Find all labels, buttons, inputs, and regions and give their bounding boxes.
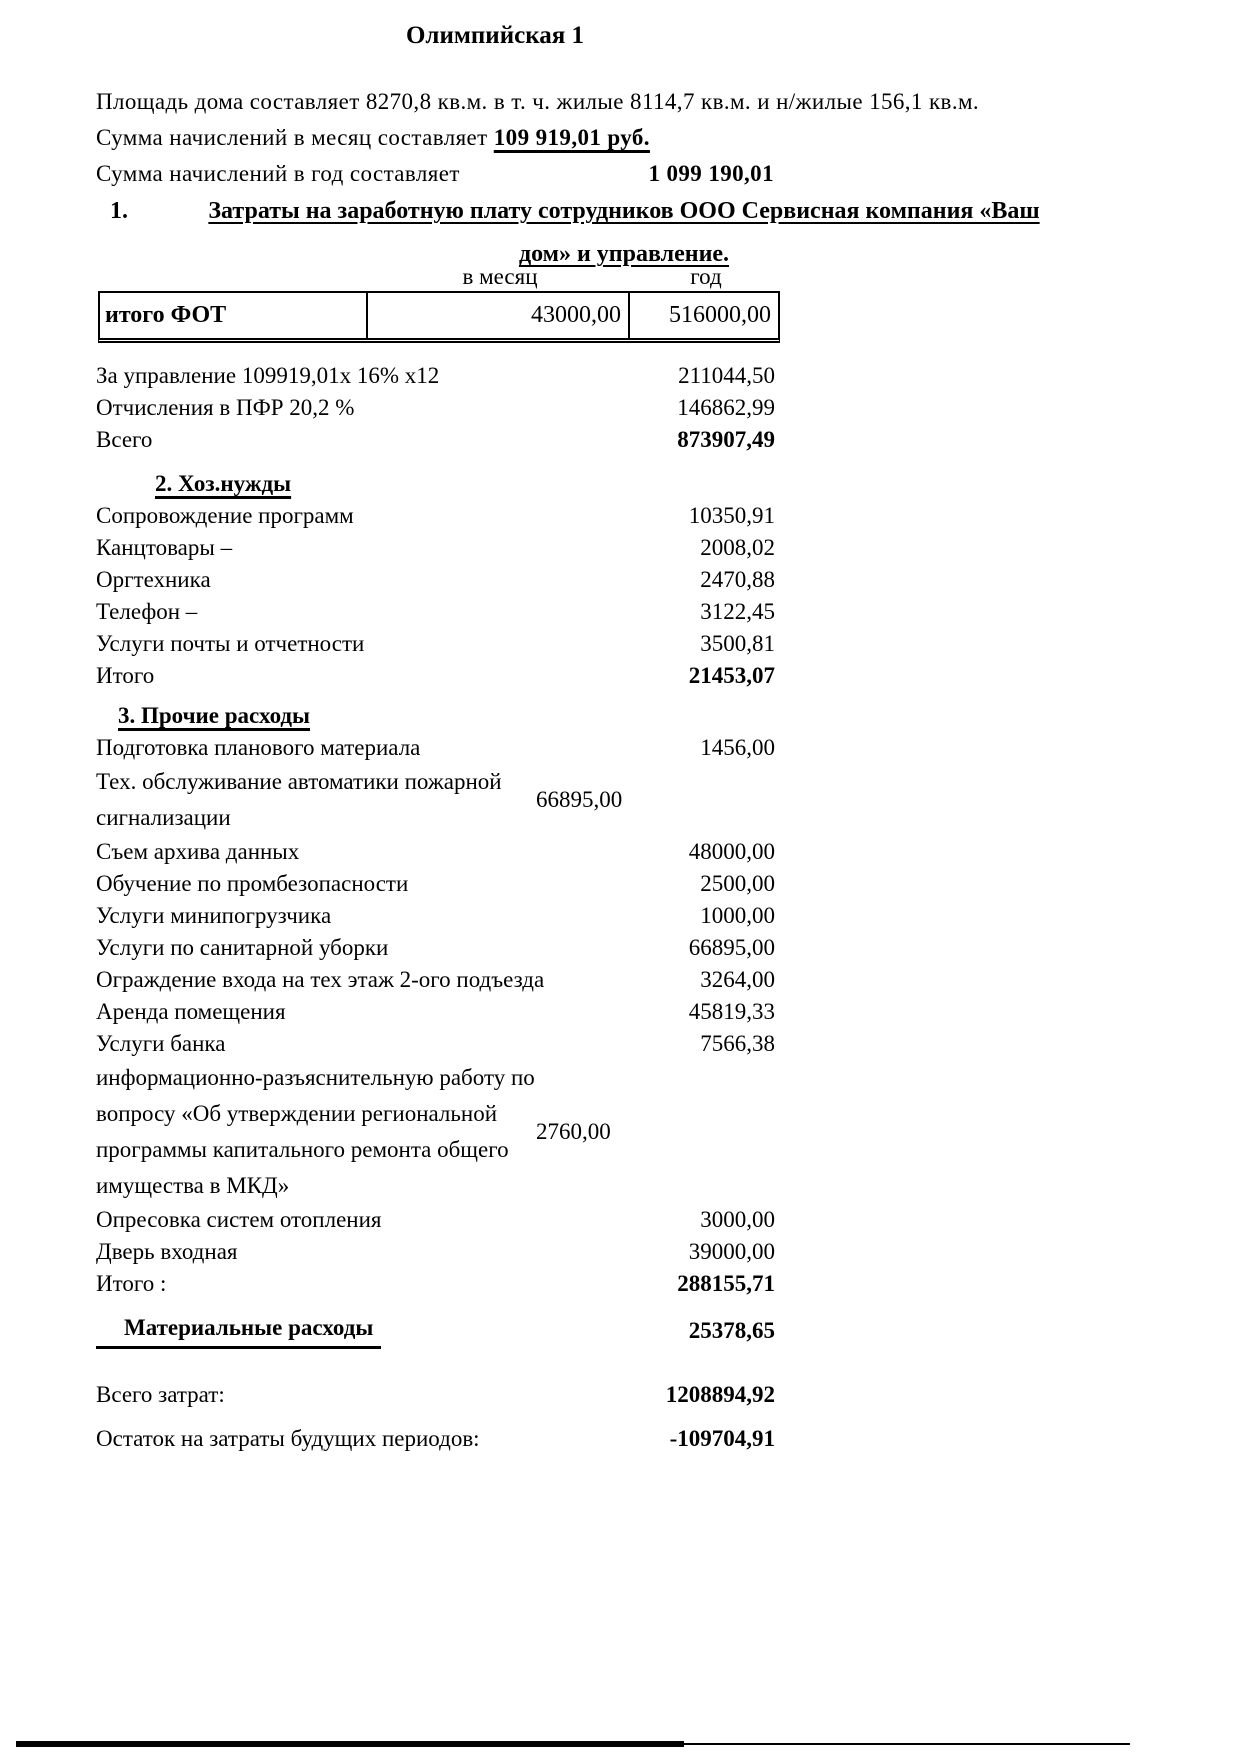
expense-rows: [96, 360, 780, 1455]
row-label: Обучение по промбезопасности: [96, 871, 409, 896]
row-value: 39000,00: [688, 1239, 775, 1264]
row-postal: [96, 628, 780, 660]
row-value: 21453,07: [688, 663, 775, 688]
row-section2-total: [96, 660, 780, 692]
year-sum-line: [96, 156, 780, 192]
section1-number: 1.: [110, 198, 128, 224]
row-label: Услуги банка: [96, 1031, 226, 1056]
row-planning-material: [96, 732, 780, 764]
row-label: Всего затрат:: [96, 1382, 225, 1407]
row-value: 1000,00: [700, 903, 775, 928]
row-safety-training: [96, 868, 780, 900]
row-label: Тех. обслуживание автоматики пожарной сигнализации: [96, 769, 502, 830]
future-periods-row: [96, 1423, 780, 1455]
material-expenses-row: [96, 1312, 780, 1349]
row-label: информационно-разъяснительную работу по вопросу «Об утверждении региональной программы капитального ремонта общего имущества в МКД»: [96, 1065, 535, 1198]
row-value: 3500,81: [700, 631, 775, 656]
row-mini-loader: [96, 900, 780, 932]
row-stationery: [96, 532, 780, 564]
column-header-year: год: [690, 264, 722, 289]
month-sum-value: 109 919,01 руб.: [493, 125, 650, 150]
page-title: Олимпийская 1: [405, 22, 584, 49]
fot-label-cell: итого ФОТ: [100, 293, 368, 338]
row-label: Аренда помещения: [96, 999, 286, 1024]
row-value: 66895,00: [536, 787, 623, 812]
section1-title-line2: дом» и управление.: [518, 241, 730, 267]
fot-table: [98, 291, 780, 343]
row-value: 3122,45: [700, 599, 775, 624]
row-value: 146862,99: [677, 395, 775, 420]
row-value: 3000,00: [700, 1207, 775, 1232]
row-section3-total: [96, 1268, 780, 1300]
row-value: 25378,65: [688, 1317, 775, 1343]
row-premises-rent: [96, 996, 780, 1028]
row-label: Сопровождение программ: [96, 503, 354, 528]
row-value: 45819,33: [688, 999, 775, 1024]
row-label: Оргтехника: [96, 567, 211, 592]
row-office-equipment: [96, 564, 780, 596]
row-value: 7566,38: [700, 1031, 775, 1056]
row-label: Услуги минипогрузчика: [96, 903, 332, 928]
row-telephone: [96, 596, 780, 628]
row-label: Подготовка планового материала: [96, 735, 421, 760]
row-value: 48000,00: [688, 839, 775, 864]
row-label: Остаток на затраты будущих периодов:: [96, 1426, 480, 1451]
row-sanitary-cleaning: [96, 932, 780, 964]
row-entrance-door: [96, 1236, 780, 1268]
row-value: 2760,00: [536, 1119, 611, 1144]
row-label: Опресовка систем отопления: [96, 1207, 382, 1232]
row-software: [96, 500, 780, 532]
row-label: Ограждение входа на тех этаж 2-ого подъезда: [96, 967, 545, 992]
row-label: Отчисления в ПФР 20,2 %: [96, 395, 355, 420]
row-entrance-fence: [96, 964, 780, 996]
row-value: 2008,02: [700, 535, 775, 560]
row-value: 2500,00: [700, 871, 775, 896]
row-section1-total: [96, 424, 780, 456]
row-bank-services: [96, 1028, 780, 1060]
row-label: За управление 109919,01х 16% х12: [96, 363, 440, 388]
row-value: 66895,00: [688, 935, 775, 960]
row-value: 3264,00: [700, 967, 775, 992]
intro-block: [96, 84, 1156, 192]
row-label: Услуги по санитарной уборки: [96, 935, 389, 960]
fot-year-cell: 516000,00: [669, 302, 771, 328]
row-label: Телефон –: [96, 599, 198, 624]
fot-month-cell: 43000,00: [368, 293, 630, 338]
row-value: -109704,91: [669, 1426, 775, 1451]
row-information-work: [96, 1060, 780, 1204]
row-label: Итого :: [96, 1271, 167, 1296]
row-value: 211044,50: [678, 363, 775, 388]
row-value: 1208894,92: [665, 1382, 775, 1407]
month-sum-line: [96, 120, 1156, 156]
row-value: 873907,49: [677, 427, 775, 452]
row-value: 10350,91: [688, 503, 775, 528]
row-data-archive: [96, 836, 780, 868]
year-sum-label: Сумма начислений в год составляет: [96, 161, 460, 186]
column-header-month: в месяц: [462, 264, 538, 289]
row-label: Итого: [96, 663, 155, 688]
section1-title-line1: Затраты на заработную плату сотрудников ООО Сервисная компания «Ваш: [208, 198, 1040, 224]
section2-heading: 2. Хоз.нужды: [155, 471, 292, 496]
year-sum-value: 1 099 190,01: [648, 161, 774, 186]
row-label: Дверь входная: [96, 1239, 238, 1264]
row-pfr: [96, 392, 780, 424]
row-fire-alarm-maintenance: [96, 764, 780, 836]
month-sum-label: Сумма начислений в месяц составляет: [96, 125, 494, 150]
row-value: 1456,00: [700, 735, 775, 760]
row-heating-pressure-test: [96, 1204, 780, 1236]
row-management-fee: [96, 360, 780, 392]
section3-heading: 3. Прочие расходы: [118, 703, 311, 728]
row-label: Канцтовары –: [96, 535, 233, 560]
row-value: 2470,88: [700, 567, 775, 592]
row-label: Съем архива данных: [96, 839, 300, 864]
total-costs-row: [96, 1379, 780, 1411]
row-value: 288155,71: [677, 1271, 775, 1296]
row-label: Материальные расходы: [96, 1312, 689, 1349]
row-label: Услуги почты и отчетности: [96, 631, 365, 656]
row-label: Всего: [96, 427, 153, 452]
area-line: Площадь дома составляет 8270,8 кв.м. в т. ч. жилые 8114,7 кв.м. и н/жилые 156,1 кв.м.: [96, 89, 980, 114]
bottom-scan-line-thick: [16, 1741, 684, 1747]
